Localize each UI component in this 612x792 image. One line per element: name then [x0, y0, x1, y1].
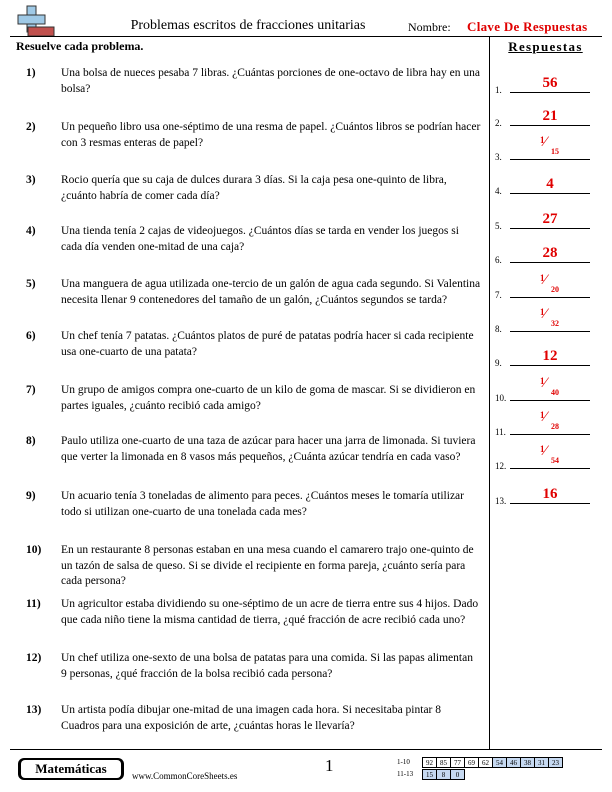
- answer-line: [510, 503, 590, 504]
- fraction-answer: [539, 306, 561, 326]
- question-number: 9): [26, 490, 36, 502]
- fraction-slash: ⁄: [544, 306, 547, 322]
- fraction-slash: ⁄: [544, 272, 547, 288]
- fraction-slash: ⁄: [544, 375, 547, 391]
- score-cell: 46: [506, 757, 521, 768]
- answer-value: [510, 272, 590, 296]
- answer-number: 11.: [495, 427, 506, 437]
- question-text: Paulo utiliza one-cuarto de una taza de azúcar para hacer una jarra de limonada. Si tuviera que verter la limonada en 8 vasos más pequeños, ¿Cuánta azúcar tendría en cada vaso?: [61, 435, 476, 463]
- fraction-slash: ⁄: [544, 443, 547, 459]
- answer-row: [493, 134, 598, 162]
- question-number: 8): [26, 435, 36, 447]
- question-text: Una tienda tenía 2 cajas de videojuegos. ¿Cuántos días se tarda en vender los juegos si cada día venden one-mitad de una caja?: [61, 225, 459, 253]
- score-cell: 15: [422, 769, 437, 780]
- answer-line: [510, 297, 590, 298]
- question-text: Un pequeño libro usa one-séptimo de una resma de papel. ¿Cuántos libros se podrían hacer con 3 resmas enteras de papel?: [61, 121, 481, 149]
- answer-number: 3.: [495, 152, 502, 162]
- score-cell: 69: [464, 757, 479, 768]
- answer-value: [510, 443, 590, 467]
- answer-number: 2.: [495, 118, 502, 128]
- answer-column-divider: [489, 36, 490, 749]
- fraction-slash: ⁄: [544, 134, 547, 150]
- question-number: 5): [26, 278, 36, 290]
- fraction-answer: [539, 409, 561, 429]
- answer-number: 5.: [495, 221, 502, 231]
- question-text: Rocio quería que su caja de dulces durara 3 días. Si la caja pesa one-quinto de libra, ¿cuánto habría de comer cada día?: [61, 174, 447, 202]
- score-cell: 54: [492, 757, 507, 768]
- answer-row: [493, 176, 598, 196]
- answer-value: [510, 375, 590, 399]
- score-cell: 85: [436, 757, 451, 768]
- answer-line: [510, 193, 590, 194]
- answer-number: 12.: [495, 461, 507, 471]
- question-number: 12): [26, 652, 42, 664]
- score-cell: 8: [436, 769, 451, 780]
- fraction-denominator: 15: [551, 147, 559, 156]
- page-number: 1: [325, 756, 334, 775]
- answer-number: 9.: [495, 358, 502, 368]
- fraction-answer: [539, 272, 561, 292]
- answer-line: [510, 365, 590, 366]
- fraction-numerator: 1: [540, 135, 545, 145]
- fraction-numerator: 1: [540, 307, 545, 317]
- question-number: 10): [26, 544, 42, 556]
- answer-number: 7.: [495, 290, 502, 300]
- fraction-denominator: 20: [551, 285, 559, 294]
- answer-value: 56: [542, 75, 558, 91]
- question-text: Una bolsa de nueces pesaba 7 libras. ¿Cuántas porciones de one-octavo de libra hay en una bolsa?: [61, 67, 480, 95]
- fraction-answer: [539, 375, 561, 395]
- question-number: 3): [26, 174, 36, 186]
- fraction-denominator: 54: [551, 456, 559, 465]
- answer-number: 6.: [495, 255, 502, 265]
- answer-row: [493, 486, 598, 506]
- answer-value: 27: [542, 211, 558, 227]
- answer-row: [493, 443, 598, 471]
- answer-row: [493, 306, 598, 334]
- score-cells: [423, 769, 465, 780]
- question-text: Un chef tenía 7 patatas. ¿Cuántos platos de puré de patatas podría hacer si cada recipiente usa one-cuarto de una patata?: [61, 330, 474, 358]
- question-number: 7): [26, 384, 36, 396]
- answer-line: [510, 262, 590, 263]
- answer-row: [493, 348, 598, 368]
- answer-line: [510, 434, 590, 435]
- score-cell: 77: [450, 757, 465, 768]
- subject-badge: [18, 758, 124, 780]
- answer-line: [510, 125, 590, 126]
- answers-heading: Respuestas: [508, 39, 583, 54]
- score-cell: 23: [548, 757, 563, 768]
- score-cell: 0: [450, 769, 465, 780]
- answer-value: [510, 134, 590, 158]
- answer-row: [493, 75, 598, 95]
- answer-row: [493, 375, 598, 403]
- score-cell: 38: [520, 757, 535, 768]
- footer-divider: [10, 749, 602, 750]
- question-number: 13): [26, 704, 42, 716]
- page-title: Problemas escritos de fracciones unitarias: [130, 18, 366, 33]
- fraction-answer: [539, 443, 561, 463]
- question-text: Un agricultor estaba dividiendo su one-séptimo de un acre de tierra entre sus 4 hijos. Dado que cada niño tiene la misma cantidad de tierra, ¿qué fracción de acre recibió cada uno?: [61, 598, 479, 626]
- answer-value: 21: [542, 108, 558, 124]
- fraction-numerator: 1: [540, 273, 545, 283]
- score-range-label: 11-13: [397, 770, 414, 778]
- answer-row: [493, 409, 598, 437]
- header-divider: [10, 36, 602, 37]
- answer-number: 10.: [495, 393, 507, 403]
- answer-line: [510, 228, 590, 229]
- answer-value: 28: [542, 245, 558, 261]
- subject-label: Matemáticas: [21, 760, 121, 778]
- fraction-denominator: 28: [551, 422, 559, 431]
- answer-row: [493, 108, 598, 128]
- question-text: En un restaurante 8 personas estaban en una mesa cuando el camarero trajo one-quinto de un tazón de salsa de queso. Si se divide el recipiente en forma pareja, ¿cuánto sería para cada persona?: [61, 544, 474, 587]
- answer-number: 1.: [495, 85, 502, 95]
- fraction-denominator: 32: [551, 319, 559, 328]
- answer-value: 12: [542, 348, 558, 364]
- fraction-denominator: 40: [551, 388, 559, 397]
- answer-row: [493, 245, 598, 265]
- answer-line: [510, 400, 590, 401]
- question-text: Un artista podía dibujar one-mitad de una imagen cada hora. Si necesitaba pintar 8 Cuadros para una exposición de arte, ¿cuántas horas le llevaría?: [61, 704, 442, 732]
- question-number: 1): [26, 67, 36, 79]
- website-link[interactable]: www.CommonCoreSheets.es: [132, 771, 238, 781]
- question-text: Un grupo de amigos compra one-cuarto de un kilo de goma de mascar. Si se dividieron en partes iguales, ¿cuánto recibió cada amigo?: [61, 384, 476, 412]
- plus-minus-logo-icon: [15, 4, 55, 38]
- fraction-slash: ⁄: [544, 409, 547, 425]
- fraction-numerator: 1: [540, 376, 545, 386]
- question-number: 4): [26, 225, 36, 237]
- answer-value: [510, 409, 590, 433]
- answer-line: [510, 468, 590, 469]
- answer-value: [510, 306, 590, 330]
- question-number: 2): [26, 121, 36, 133]
- question-text: Un acuario tenía 3 toneladas de alimento para peces. ¿Cuántos meses le tomaría utilizar todo si utilizan one-cuarto de una tonelada cada mes?: [61, 490, 464, 518]
- question-text: Una manguera de agua utilizada one-tercio de un galón de agua cada segundo. Si Valentina necesita llenar 9 contenedores del tamaño de un galón, ¿Cuántos segundos se tarda?: [61, 278, 481, 306]
- score-cell: 31: [534, 757, 549, 768]
- answer-number: 13.: [495, 496, 507, 506]
- question-number: 6): [26, 330, 36, 342]
- answer-row: [493, 272, 598, 300]
- question-text: Un chef utiliza one-sexto de una bolsa de patatas para una comida. Si las papas alimentan 9 personas, ¿qué fracción de la bolsa recibió cada persona?: [61, 652, 473, 680]
- name-value: Clave De Respuestas: [467, 19, 588, 34]
- fraction-numerator: 1: [540, 410, 545, 420]
- answer-value: 4: [546, 176, 554, 192]
- fraction-numerator: 1: [540, 444, 545, 454]
- score-cell: 92: [422, 757, 437, 768]
- answer-value: 16: [542, 486, 558, 502]
- question-number: 11): [26, 598, 41, 610]
- name-label: Nombre:: [408, 20, 451, 34]
- score-range-label: 1-10: [397, 758, 410, 766]
- answer-number: 4.: [495, 186, 502, 196]
- score-cell: 62: [478, 757, 493, 768]
- answer-line: [510, 331, 590, 332]
- fraction-answer: [539, 134, 561, 154]
- answer-number: 8.: [495, 324, 502, 334]
- answer-row: [493, 211, 598, 231]
- instructions: Resuelve cada problema.: [16, 39, 144, 53]
- answer-line: [510, 92, 590, 93]
- score-cells: [423, 757, 563, 768]
- answer-line: [510, 159, 590, 160]
